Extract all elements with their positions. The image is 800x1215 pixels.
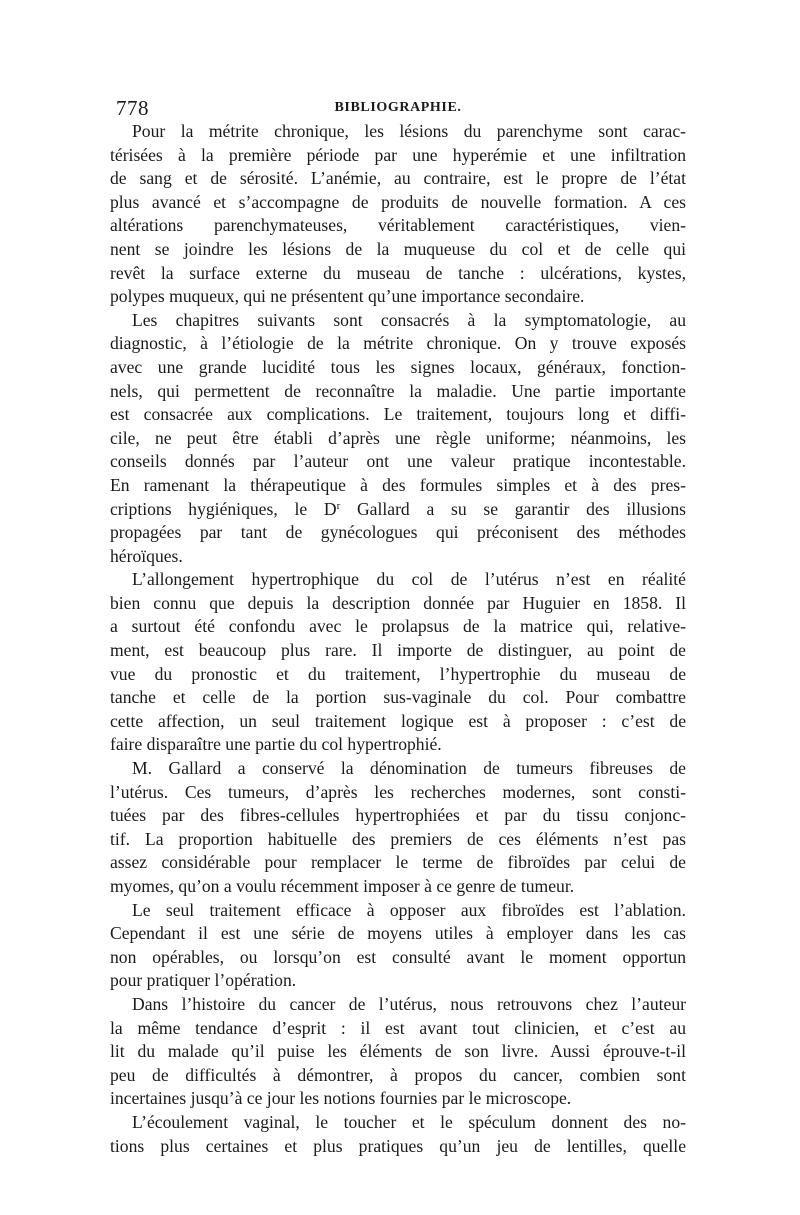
text-line: la même tendance d’esprit : il est avant tout clinicien, et c’est au bbox=[110, 1017, 686, 1038]
text-line: pour pratiquer l’opération. bbox=[110, 970, 297, 991]
text-line: tanche et celle de la portion sus-vaginale du col. Pour combattre bbox=[110, 687, 686, 708]
text-line: En ramenant la thérapeutique à des formules simples et à des pres- bbox=[110, 474, 686, 495]
text-line: Cependant il est une série de moyens utiles à employer dans les cas bbox=[110, 923, 686, 944]
text-line: plus avancé et s’accompagne de produits de nouvelle formation. A ces bbox=[110, 191, 686, 212]
text-line: térisées à la première période par une hyperémie et une infiltration bbox=[110, 144, 686, 165]
text-line: faire disparaître une partie du col hypertrophié. bbox=[110, 734, 442, 755]
text-line: nels, qui permettent de reconnaître la maladie. Une partie importante bbox=[110, 380, 686, 401]
running-head bbox=[110, 92, 686, 120]
text-line: ment, est beaucoup plus rare. Il importe de distinguer, au point de bbox=[110, 640, 686, 661]
text-line: lit du malade qu’il puise les éléments de son livre. Aussi éprouve-t-il bbox=[110, 1041, 686, 1062]
text-line-with-superscript bbox=[110, 498, 686, 522]
text-line: l’utérus. Ces tumeurs, d’après les recherches modernes, sont consti- bbox=[110, 781, 686, 802]
text-line: nent se joindre les lésions de la muqueuse du col et de celle qui bbox=[110, 238, 686, 259]
text-line: incertaines jusqu’à ce jour les notions fournies par le microscope. bbox=[110, 1088, 572, 1109]
text-line: Les chapitres suivants sont consacrés à la symptomatologie, au bbox=[132, 309, 686, 330]
running-title: BIBLIOGRAPHIE. bbox=[334, 100, 462, 115]
text-line: est consacrée aux complications. Le traitement, toujours long et diffi- bbox=[110, 404, 686, 425]
paragraph-treatment-fibroids bbox=[110, 899, 686, 993]
text-line: tif. La proportion habituelle des premiers de ces éléments n’est pas bbox=[110, 828, 686, 849]
text-segment: criptions hygiéniques, le D bbox=[110, 498, 337, 519]
text-line: L’écoulement vaginal, le toucher et le spéculum donnent des no- bbox=[132, 1111, 686, 1132]
text-line: altérations parenchymateuses, véritablement caractéristiques, vien- bbox=[110, 215, 686, 236]
book-page bbox=[110, 92, 686, 1158]
superscript: r bbox=[336, 499, 341, 512]
text-line: diagnostic, à l’étiologie de la métrite chronique. On y trouve exposés bbox=[110, 333, 686, 354]
text-line: conseils donnés par l’auteur ont une valeur pratique incontestable. bbox=[110, 451, 686, 472]
text-line: bien connu que depuis la description donnée par Huguier en 1858. Il bbox=[110, 592, 686, 613]
text-line: tuées par des fibres-cellules hypertrophiées et par du tissu conjonc- bbox=[110, 805, 686, 826]
text-line: L’allongement hypertrophique du col de l’utérus n’est en réalité bbox=[132, 569, 686, 590]
text-line: tions plus certaines et plus pratiques qu’un jeu de lentilles, quelle bbox=[110, 1135, 686, 1156]
text-line: peu de difficultés à démontrer, à propos du cancer, combien sont bbox=[110, 1064, 686, 1085]
body-text bbox=[110, 120, 686, 1158]
paragraph-vaginal-discharge bbox=[110, 1111, 686, 1158]
text-line: cette affection, un seul traitement logique est à proposer : c’est de bbox=[110, 710, 686, 731]
text-line: revêt la surface externe du museau de tanche : ulcérations, kystes, bbox=[110, 262, 686, 283]
paragraph-cancer-history bbox=[110, 993, 686, 1111]
text-line: Dans l’histoire du cancer de l’utérus, nous retrouvons chez l’auteur bbox=[132, 993, 686, 1014]
text-line: propagées par tant de gynécologues qui préconisent des méthodes bbox=[110, 522, 686, 543]
text-line: Le seul traitement efficace à opposer aux fibroïdes est l’ablation. bbox=[132, 899, 686, 920]
text-line: héroïques. bbox=[110, 545, 183, 566]
text-line: a surtout été confondu avec le prolapsus de la matrice qui, relative- bbox=[110, 616, 686, 637]
text-line: polypes muqueux, qui ne présentent qu’une importance secondaire. bbox=[110, 286, 585, 307]
text-line: Pour la métrite chronique, les lésions du parenchyme sont carac- bbox=[132, 121, 686, 141]
paragraph-chapters-symptomatology bbox=[110, 309, 686, 569]
page-number: 778 bbox=[116, 96, 149, 120]
paragraph-fibrous-tumors bbox=[110, 757, 686, 899]
text-line: myomes, qu’on a voulu récemment imposer à ce genre de tumeur. bbox=[110, 876, 575, 896]
text-line: avec une grande lucidité tous les signes locaux, généraux, fonction- bbox=[110, 356, 686, 377]
text-line: cile, ne peut être établi d’après une règle uniforme; néanmoins, les bbox=[110, 427, 686, 448]
text-line: M. Gallard a conservé la dénomination de tumeurs fibreuses de bbox=[132, 758, 686, 779]
paragraph-metrite-lesions bbox=[110, 120, 686, 309]
text-segment: Gallard a su se garantir des illusions bbox=[340, 498, 686, 519]
text-line: assez considérable pour remplacer le terme de fibroïdes par celui de bbox=[110, 852, 686, 873]
paragraph-cervix-elongation bbox=[110, 568, 686, 757]
text-line: non opérables, ou lorsqu’on est consulté avant le moment opportun bbox=[110, 946, 686, 967]
text-line: vue du pronostic et du traitement, l’hypertrophie du museau de bbox=[110, 663, 686, 684]
text-line: de sang et de sérosité. L’anémie, au contraire, est le propre de l’état bbox=[110, 168, 686, 189]
